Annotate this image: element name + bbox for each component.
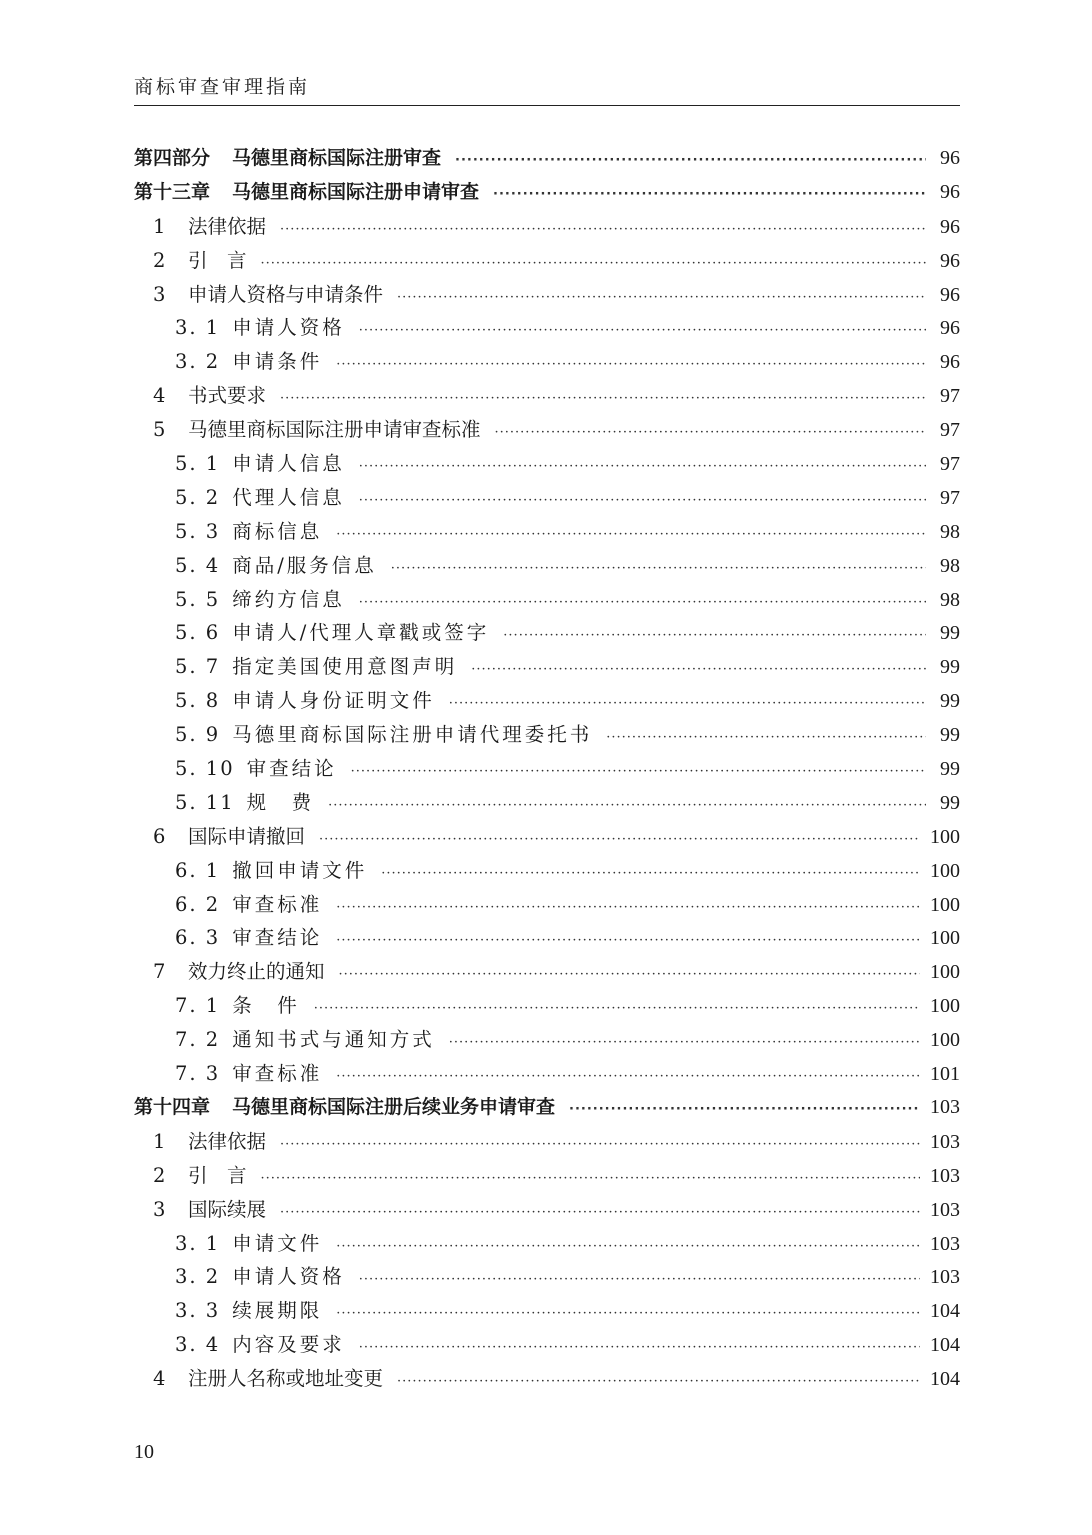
toc-entry-page: 104 (930, 1368, 960, 1391)
toc-entry-title: 效力终止的通知 (188, 960, 325, 984)
toc-entry-page: 101 (930, 1063, 960, 1086)
toc-entry-number: 5. 1 (175, 452, 221, 476)
toc-entry-title: 申请人资格 (232, 316, 345, 340)
toc-entry-number: 5. 7 (175, 655, 221, 679)
dot-leader (503, 619, 926, 653)
toc-entry-title: 撤回申请文件 (232, 858, 368, 882)
toc-entry-page: 99 (940, 724, 960, 747)
toc-entry[interactable] (134, 549, 960, 583)
toc-entry-number: 6. 1 (175, 858, 221, 882)
toc-entry-title: 申请人/代理人章戳或签字 (232, 621, 490, 645)
toc-entry-title: 审查结论 (232, 926, 323, 950)
toc-entry-number: 5. 5 (175, 587, 221, 611)
toc-entry-number: 2 (153, 248, 166, 272)
toc-entry[interactable] (134, 888, 960, 922)
toc-entry-number: 5. 8 (175, 689, 221, 713)
toc-entry[interactable] (134, 583, 960, 617)
toc-entry-number: 5. 6 (175, 621, 221, 645)
toc-entry-title: 法律依据 (188, 214, 267, 238)
toc-entry-title: 续展期限 (232, 1299, 323, 1323)
dot-leader (336, 891, 920, 925)
toc-entry-number: 7. 2 (175, 1028, 221, 1052)
toc-entry-title: 商标信息 (232, 519, 323, 543)
toc-entry-page: 103 (930, 1164, 960, 1187)
dot-leader (359, 484, 926, 518)
toc-entry-number: 5. 10 (175, 757, 235, 781)
toc-entry-page: 103 (930, 1232, 960, 1255)
toc-entry-title: 规 费 (246, 790, 315, 814)
toc-entry-page: 96 (940, 180, 960, 203)
dot-leader (606, 721, 926, 755)
toc-entry[interactable] (134, 820, 960, 854)
toc-entry-page: 104 (930, 1300, 960, 1323)
toc-entry[interactable] (134, 752, 960, 786)
dot-leader (336, 1230, 920, 1264)
toc-entry-page: 99 (940, 758, 960, 781)
dot-leader (280, 1196, 920, 1230)
toc-entry-number: 6 (153, 824, 166, 848)
toc-entry[interactable] (134, 447, 960, 481)
toc-entry-title: 引 言 (188, 1163, 247, 1187)
toc-entry[interactable] (134, 210, 960, 244)
toc-entry-number: 5. 3 (175, 519, 221, 543)
dot-leader (359, 1331, 920, 1365)
toc-entry-title: 通知书式与通知方式 (232, 1028, 435, 1052)
dot-leader (359, 314, 926, 348)
toc-entry-title: 马德里商标国际注册申请审查标准 (188, 418, 481, 442)
toc-entry-page: 96 (940, 283, 960, 306)
toc-entry-title: 内容及要求 (232, 1333, 345, 1357)
dot-leader (261, 247, 926, 281)
dot-leader (336, 924, 920, 958)
toc-heading[interactable] (134, 1091, 960, 1125)
dot-leader (336, 1297, 920, 1331)
table-of-contents (134, 142, 960, 1396)
toc-entry[interactable] (134, 1125, 960, 1159)
toc-entry-page: 103 (930, 1095, 960, 1118)
dot-leader (280, 382, 926, 416)
toc-entry[interactable] (134, 345, 960, 379)
dot-leader (261, 1162, 920, 1196)
toc-entry-number: 5. 4 (175, 553, 221, 577)
toc-entry[interactable] (134, 955, 960, 989)
toc-entry-page: 97 (940, 419, 960, 442)
toc-entry-page: 97 (940, 453, 960, 476)
toc-entry-number: 6. 2 (175, 892, 221, 916)
toc-entry-title: 审查标准 (232, 1062, 323, 1086)
toc-entry[interactable] (134, 1159, 960, 1193)
toc-entry-title: 申请人信息 (232, 452, 345, 476)
toc-entry-title: 法律依据 (188, 1129, 267, 1153)
toc-entry-page: 99 (940, 622, 960, 645)
toc-entry-page: 100 (930, 1029, 960, 1052)
toc-entry-number: 1 (153, 1129, 166, 1153)
toc-entry-title: 马德里商标国际注册后续业务申请审查 (232, 1095, 556, 1118)
toc-entry-number: 3. 2 (175, 1265, 221, 1289)
toc-entry[interactable] (134, 515, 960, 549)
toc-entry-title: 书式要求 (188, 384, 267, 408)
toc-entry-title: 国际申请撤回 (188, 824, 306, 848)
toc-entry[interactable] (134, 921, 960, 955)
toc-entry[interactable] (134, 1023, 960, 1057)
toc-entry-number: 3. 2 (175, 350, 221, 374)
dot-leader (397, 281, 926, 315)
toc-entry[interactable] (134, 278, 960, 312)
toc-entry[interactable] (134, 650, 960, 684)
toc-entry[interactable] (134, 854, 960, 888)
toc-entry-page: 103 (930, 1266, 960, 1289)
toc-entry-page: 96 (940, 215, 960, 238)
toc-entry-page: 96 (940, 147, 960, 169)
toc-entry[interactable] (134, 718, 960, 752)
toc-entry-page: 100 (930, 927, 960, 950)
toc-entry-page: 96 (940, 249, 960, 272)
dot-leader (495, 416, 926, 450)
toc-entry-title: 审查标准 (232, 892, 323, 916)
toc-entry-title: 缔约方信息 (232, 587, 345, 611)
toc-entry-number: 3. 3 (175, 1299, 221, 1323)
dot-leader (449, 1026, 920, 1060)
toc-entry-number: 5. 11 (175, 790, 235, 814)
toc-entry[interactable] (134, 1227, 960, 1261)
toc-entry[interactable] (134, 1260, 960, 1294)
toc-entry[interactable] (134, 1294, 960, 1328)
toc-entry-number: 4 (153, 1367, 166, 1391)
toc-entry-page: 97 (940, 385, 960, 408)
toc-entry[interactable] (134, 1362, 960, 1396)
toc-entry[interactable] (134, 379, 960, 413)
toc-entry-title: 马德里商标国际注册申请代理委托书 (232, 723, 593, 747)
dot-leader (314, 992, 920, 1026)
toc-entry[interactable] (134, 684, 960, 718)
toc-entry[interactable] (134, 1328, 960, 1362)
toc-entry-number: 5. 2 (175, 485, 221, 509)
toc-entry-page: 99 (940, 690, 960, 713)
toc-entry-title: 指定美国使用意图声明 (232, 655, 458, 679)
toc-entry[interactable] (134, 244, 960, 278)
dot-leader (449, 687, 926, 721)
toc-entry-page: 100 (930, 995, 960, 1018)
toc-entry-title: 注册人名称或地址变更 (188, 1367, 384, 1391)
dot-leader (397, 1365, 920, 1399)
toc-entry-title: 马德里商标国际注册申请审查 (232, 180, 480, 203)
toc-entry-number: 2 (153, 1163, 166, 1187)
toc-entry-number: 第四部分 (134, 147, 211, 169)
toc-entry-title: 条 件 (232, 994, 300, 1018)
dot-leader (280, 1128, 920, 1162)
toc-entry-number: 3 (153, 1197, 166, 1221)
toc-entry-title: 代理人信息 (232, 485, 345, 509)
toc-entry-page: 98 (940, 554, 960, 577)
toc-entry-title: 审查结论 (246, 757, 337, 781)
dot-leader (391, 552, 926, 586)
toc-entry-page: 100 (930, 859, 960, 882)
toc-entry-title: 申请文件 (232, 1231, 323, 1255)
running-header: 商标审查审理指南 (134, 76, 311, 98)
toc-entry[interactable] (134, 989, 960, 1023)
toc-entry-title: 申请人资格 (232, 1265, 345, 1289)
toc-entry-number: 3 (153, 282, 166, 306)
dot-leader (280, 213, 926, 247)
toc-entry-title: 申请人资格与申请条件 (188, 282, 384, 306)
dot-leader (319, 823, 920, 857)
toc-entry-number: 7. 1 (175, 994, 221, 1018)
dot-leader (569, 1093, 920, 1127)
toc-heading[interactable] (134, 176, 960, 210)
toc-entry-number: 第十三章 (134, 180, 211, 203)
toc-entry-number: 6. 3 (175, 926, 221, 950)
toc-entry-title: 申请人身份证明文件 (232, 689, 435, 713)
toc-entry[interactable] (134, 616, 960, 650)
toc-entry-page: 100 (930, 893, 960, 916)
toc-entry-number: 3. 1 (175, 316, 221, 340)
toc-entry[interactable] (134, 786, 960, 820)
toc-entry-page: 104 (930, 1334, 960, 1357)
dot-leader (328, 789, 926, 823)
toc-entry-page: 97 (940, 486, 960, 509)
toc-entry-page: 98 (940, 588, 960, 611)
dot-leader (471, 653, 926, 687)
toc-entry-number: 7 (153, 960, 166, 984)
toc-entry-number: 3. 4 (175, 1333, 221, 1357)
toc-entry-title: 国际续展 (188, 1197, 267, 1221)
toc-entry-page: 99 (940, 656, 960, 679)
page-number: 10 (134, 1441, 154, 1463)
toc-entry[interactable] (134, 1193, 960, 1227)
dot-leader (359, 1263, 920, 1297)
toc-entry[interactable] (134, 1057, 960, 1091)
toc-entry-number: 3. 1 (175, 1231, 221, 1255)
toc-entry-page: 100 (930, 825, 960, 848)
toc-entry-page: 100 (930, 961, 960, 984)
toc-entry-number: 7. 3 (175, 1062, 221, 1086)
toc-entry-page: 99 (940, 791, 960, 814)
toc-entry-number: 4 (153, 384, 166, 408)
dot-leader (381, 857, 920, 891)
toc-entry[interactable] (134, 481, 960, 515)
toc-entry-number: 1 (153, 214, 166, 238)
dot-leader (339, 958, 920, 992)
toc-entry-page: 96 (940, 351, 960, 374)
dot-leader (336, 348, 926, 382)
dot-leader (359, 586, 926, 620)
toc-entry-number: 5 (153, 418, 166, 442)
toc-entry-page: 96 (940, 317, 960, 340)
toc-entry-page: 98 (940, 520, 960, 543)
dot-leader (336, 518, 926, 552)
toc-heading[interactable] (134, 142, 960, 176)
toc-entry-title: 马德里商标国际注册审查 (232, 147, 442, 169)
dot-leader (359, 450, 926, 484)
dot-leader (455, 144, 926, 178)
toc-entry-page: 103 (930, 1130, 960, 1153)
header-rule (134, 105, 960, 106)
toc-entry-page: 103 (930, 1198, 960, 1221)
toc-entry[interactable] (134, 311, 960, 345)
dot-leader (493, 178, 926, 212)
toc-entry-title: 申请条件 (232, 350, 323, 374)
toc-entry-number: 第十四章 (134, 1095, 211, 1118)
dot-leader (336, 1060, 920, 1094)
toc-entry-title: 引 言 (188, 248, 247, 272)
dot-leader (351, 755, 926, 789)
toc-entry[interactable] (134, 413, 960, 447)
toc-entry-number: 5. 9 (175, 723, 221, 747)
toc-entry-title: 商品/服务信息 (232, 553, 377, 577)
